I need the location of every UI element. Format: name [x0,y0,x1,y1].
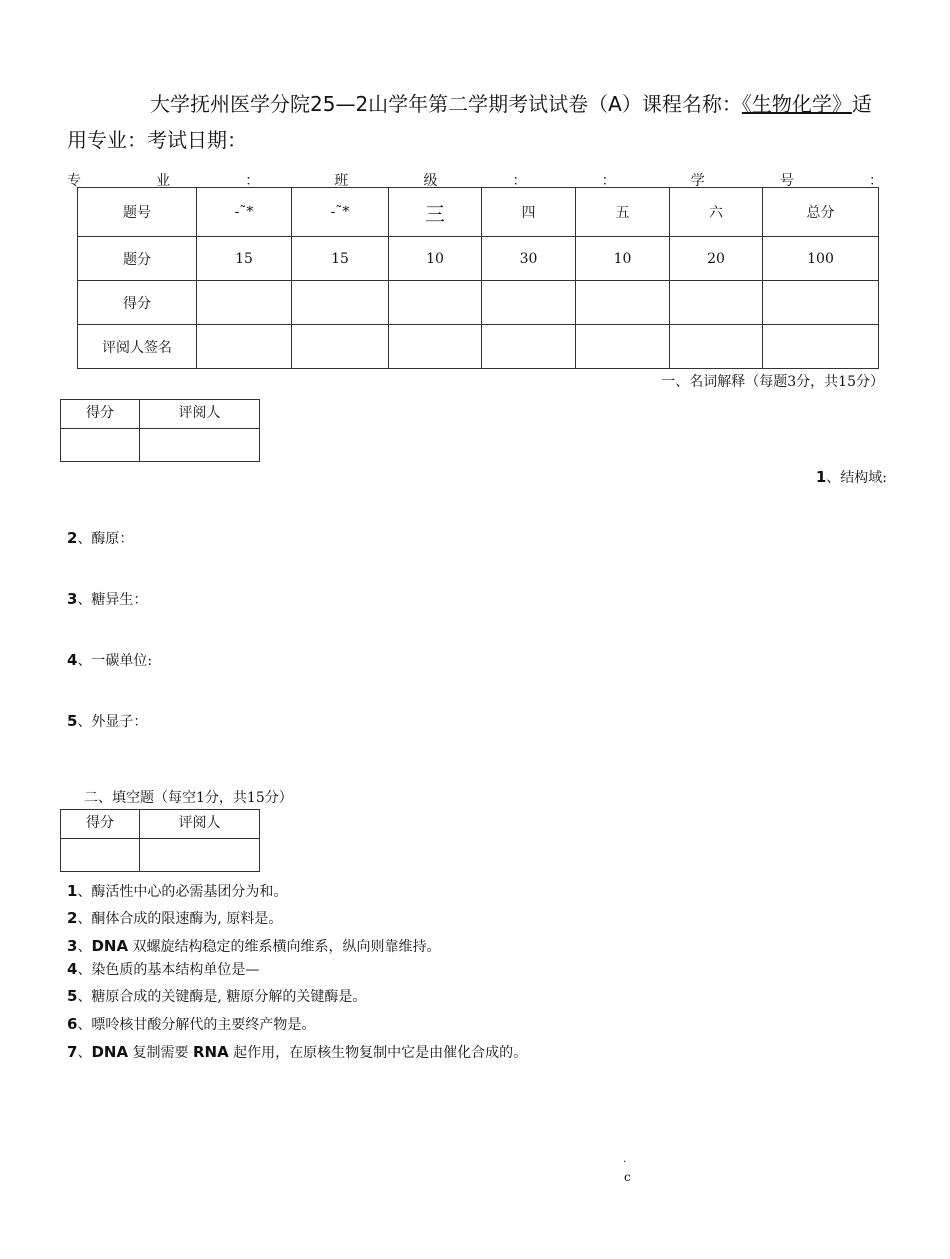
question [816,467,887,487]
question-number: 1 [815,468,827,486]
table-row [61,839,260,872]
fill-question [67,1014,315,1034]
question-text: 、酶原： [77,531,134,547]
signature-cell[interactable] [576,325,670,369]
question-number: 7 [67,1043,78,1061]
info-field: 号 [779,173,794,189]
info-field: ： [512,173,527,189]
question-text: 、一碳单位: [77,653,153,669]
info-field: 班 [334,173,349,189]
section2-grader-box [60,809,260,872]
score-cell[interactable] [576,281,670,325]
column-header: 三 [389,188,482,237]
column-header: 总分 [763,188,879,237]
section1-grader-box [60,399,260,462]
points-cell: 15 [292,237,389,281]
question-number: 4 [67,960,78,978]
question-number: 3 [67,590,78,608]
column-header: 五 [576,188,670,237]
question-number: 5 [67,712,78,730]
column-header: -˜* [292,188,389,237]
table-row [78,188,879,237]
info-field: 级 [423,173,438,189]
question [67,711,147,731]
info-field: ： [601,173,616,189]
table-row [61,810,260,839]
grader-cell[interactable] [140,429,260,462]
table-row [61,429,260,462]
score-label: 得分 [61,810,140,839]
score-cell[interactable] [670,281,763,325]
points-cell: 20 [670,237,763,281]
score-cell[interactable] [61,839,140,872]
fill-question [67,959,259,979]
signature-cell[interactable] [197,325,292,369]
question-text: 、酶活性中心的必需基团分为和。 [77,884,288,900]
question-number: 1 [67,882,78,900]
dna-term: DNA [91,937,129,955]
table-row [61,400,260,429]
signature-cell[interactable] [670,325,763,369]
fill-question [67,986,366,1006]
question-number: 3 [67,937,78,955]
score-cell[interactable] [292,281,389,325]
score-cell[interactable] [389,281,482,325]
question-text: 、染色质的基本结构单位是— [77,962,260,978]
section1-heading: 一、名词解释（每题3分，共15分） [661,374,884,390]
fill-question [67,908,282,928]
course-name: 《生物化学》 [741,92,852,116]
points-cell: 100 [763,237,879,281]
column-header: 六 [670,188,763,237]
points-cell: 15 [197,237,292,281]
rna-term: RNA [192,1043,229,1061]
question-text: 、糖异生： [77,592,148,608]
row-label: 评阅人签名 [78,325,197,369]
column-header: 四 [482,188,576,237]
question-text: 、糖原合成的关键酶是, 糖原分解的关键酶是。 [77,989,367,1005]
question-number: 4 [67,651,78,669]
question-text: 双螺旋结构稳定的维系横向维系，纵向则靠维持。 [132,939,441,955]
exam-title [67,86,887,158]
question-text: 、嘌呤核甘酸分解代的主要终产物是。 [77,1017,316,1033]
row-label: 题分 [78,237,197,281]
section2-heading: 二、填空题（每空1分，共15分） [84,790,293,806]
question-separator: 、 [77,939,92,955]
row-label: 题号 [78,188,197,237]
info-field: ： [868,173,883,189]
question-text-part: 复制需要 [132,1045,189,1061]
table-row [78,281,879,325]
question-text: 、结构域: [826,470,887,486]
title-main: 大学抚州医学分院25—2山学年第二学期考试试卷（A）课程名称： [150,92,742,116]
points-cell: 10 [389,237,482,281]
question [67,650,152,670]
signature-cell[interactable] [482,325,576,369]
question-text: 、酮体合成的限速酶为, 原料是。 [77,911,283,927]
score-cell[interactable] [763,281,879,325]
row-label: 得分 [78,281,197,325]
footer-mark: c [624,1170,631,1184]
score-label: 得分 [61,400,140,429]
score-cell[interactable] [197,281,292,325]
table-row [78,325,879,369]
question [67,589,147,609]
score-cell[interactable] [482,281,576,325]
grader-label: 评阅人 [140,810,260,839]
fill-question [67,881,287,901]
question-text: 、外显子： [77,714,148,730]
question-separator: 、 [77,1045,92,1061]
question-text: 起作用，在原核生物复制中它是由催化合成的。 [233,1045,528,1061]
table-row [78,237,879,281]
grader-label: 评阅人 [140,400,260,429]
question [67,528,133,548]
signature-cell[interactable] [389,325,482,369]
info-field: 业 [156,173,171,189]
info-field: ： [245,173,260,189]
fill-question [67,1042,527,1062]
question-number: 6 [67,1015,78,1033]
points-cell: 10 [576,237,670,281]
title-tail: 适用专业：考试日期： [67,92,872,152]
info-field: 专 [67,173,81,189]
points-cell: 30 [482,237,576,281]
dna-term: DNA [91,1043,129,1061]
signature-cell[interactable] [763,325,879,369]
grader-cell[interactable] [140,839,260,872]
footer-dot: · [623,1157,627,1168]
question-number: 2 [67,529,78,547]
column-header: -˜* [197,188,292,237]
signature-cell[interactable] [292,325,389,369]
fill-question [67,936,441,956]
question-number: 5 [67,987,78,1005]
info-field: 学 [690,173,705,189]
score-summary-table [77,187,879,369]
score-cell[interactable] [61,429,140,462]
question-number: 2 [67,909,78,927]
